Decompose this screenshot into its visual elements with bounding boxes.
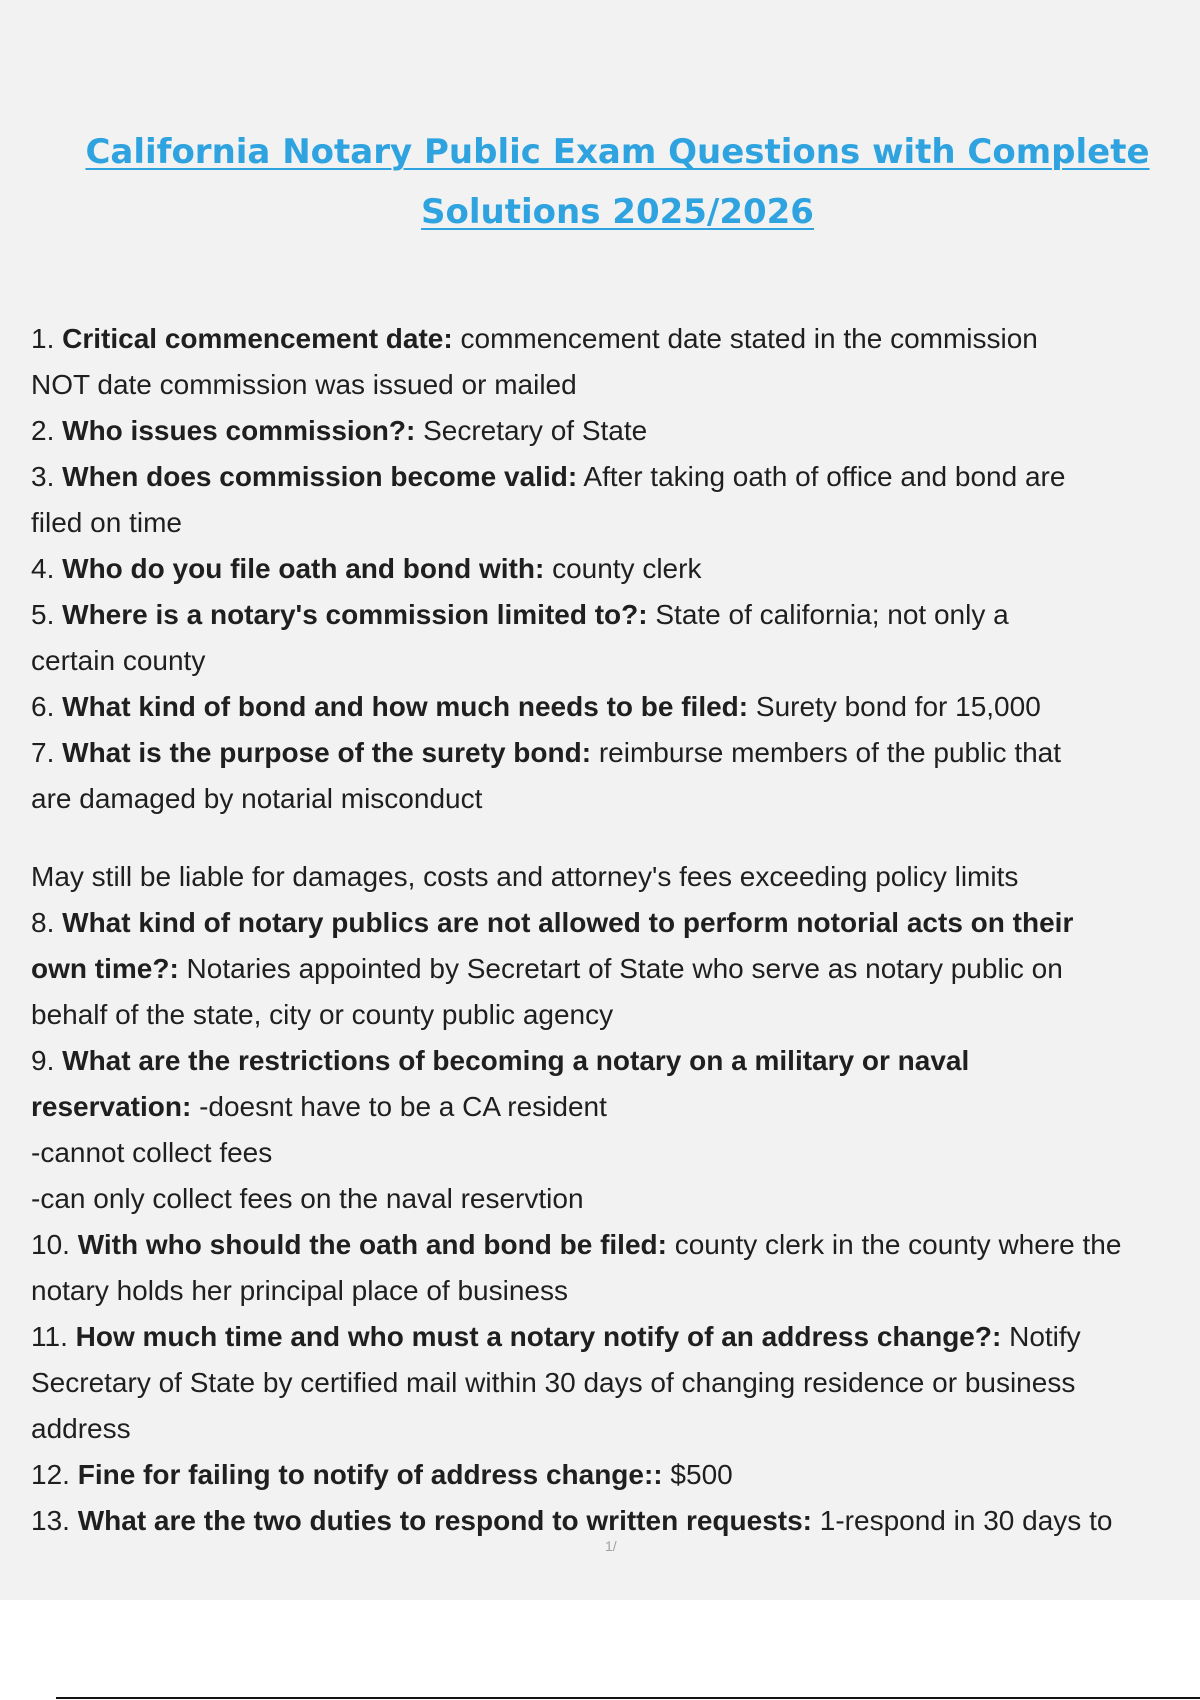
question: Who issues commission?: [62, 415, 416, 446]
answer-continuation: NOT date commission was issued or mailed [31, 369, 577, 400]
answer: reimburse members of the public that [598, 737, 1062, 768]
answer: Notify [1009, 1321, 1081, 1352]
qa-item-4 [31, 546, 1200, 592]
question: What kind of notary publics are not allowed to perform notorial acts on their [62, 907, 1074, 938]
qa-item-7 [31, 730, 1200, 900]
qa-item-5 [31, 592, 1200, 684]
item-number: 2. [31, 415, 55, 446]
answer: Secretary of State [423, 415, 648, 446]
question-list [31, 316, 1200, 1544]
item-number: 6. [31, 691, 55, 722]
page-divider [56, 1697, 1200, 1699]
answer: -doesnt have to be a CA resident [199, 1091, 607, 1122]
qa-item-1 [31, 316, 1200, 408]
question: Where is a notary's commission limited to?: [62, 599, 648, 630]
item-number: 4. [31, 553, 55, 584]
question: When does commission become valid: [62, 461, 578, 492]
answer: State of california; not only a [655, 599, 1009, 630]
item-number: 9. [31, 1045, 55, 1076]
qa-item-2 [31, 408, 1200, 454]
answer-line-2: -cannot collect fees [31, 1137, 273, 1168]
question: What are the restrictions of becoming a notary on a military or naval [62, 1045, 970, 1076]
answer: commencement date stated in the commission [460, 323, 1038, 354]
item-number: 3. [31, 461, 55, 492]
answer: county clerk in the county where the [674, 1229, 1122, 1260]
question-continuation: reservation: [31, 1091, 192, 1122]
item-number: 5. [31, 599, 55, 630]
item-number: 7. [31, 737, 55, 768]
answer-continuation: filed on time [31, 507, 182, 538]
page-number-marker: 1/ [605, 1538, 617, 1554]
answer: 1-respond in 30 days to [819, 1505, 1113, 1536]
question: What are the two duties to respond to written requests: [77, 1505, 812, 1536]
question: What kind of bond and how much needs to be filed: [62, 691, 749, 722]
qa-item-12 [31, 1452, 1200, 1498]
answer: After taking oath of office and bond are [583, 461, 1066, 492]
qa-item-6 [31, 684, 1200, 730]
question: Fine for failing to notify of address change:: [77, 1459, 663, 1490]
answer: Notaries appointed by Secretart of State who serve as notary public on [186, 953, 1063, 984]
answer-continuation: notary holds her principal place of business [31, 1275, 568, 1306]
answer: $500 [670, 1459, 733, 1490]
question: Who do you file oath and bond with: [62, 553, 545, 584]
answer: county clerk [552, 553, 702, 584]
answer-continuation: behalf of the state, city or county public agency [31, 999, 614, 1030]
answer-continuation: are damaged by notarial misconduct [31, 783, 483, 814]
question: Critical commencement date: [62, 323, 453, 354]
item-number: 12. [31, 1459, 70, 1490]
question: What is the purpose of the surety bond: [62, 737, 592, 768]
qa-item-11 [31, 1314, 1200, 1452]
answer-line-3: address [31, 1413, 131, 1444]
question: With who should the oath and bond be filed: [77, 1229, 667, 1260]
answer: Surety bond for 15,000 [755, 691, 1041, 722]
item-number: 13. [31, 1505, 70, 1536]
answer-line-3: -can only collect fees on the naval reservtion [31, 1183, 584, 1214]
qa-item-8 [31, 900, 1200, 1038]
item-number: 8. [31, 907, 55, 938]
item-number: 1. [31, 323, 55, 354]
answer-note: May still be liable for damages, costs and attorney's fees exceeding policy limits [31, 861, 1019, 892]
qa-item-9 [31, 1038, 1200, 1222]
qa-item-3 [31, 454, 1200, 546]
document-title: California Notary Public Exam Questions with Complete Solutions 2025/2026 [85, 132, 1150, 232]
item-number: 10. [31, 1229, 70, 1260]
question: How much time and who must a notary notify of an address change?: [75, 1321, 1002, 1352]
question-continuation: own time?: [31, 953, 179, 984]
answer-continuation: certain county [31, 645, 206, 676]
answer-continuation: Secretary of State by certified mail within 30 days of changing residence or business [31, 1367, 1076, 1398]
qa-item-10 [31, 1222, 1200, 1314]
item-number: 11. [31, 1321, 68, 1352]
